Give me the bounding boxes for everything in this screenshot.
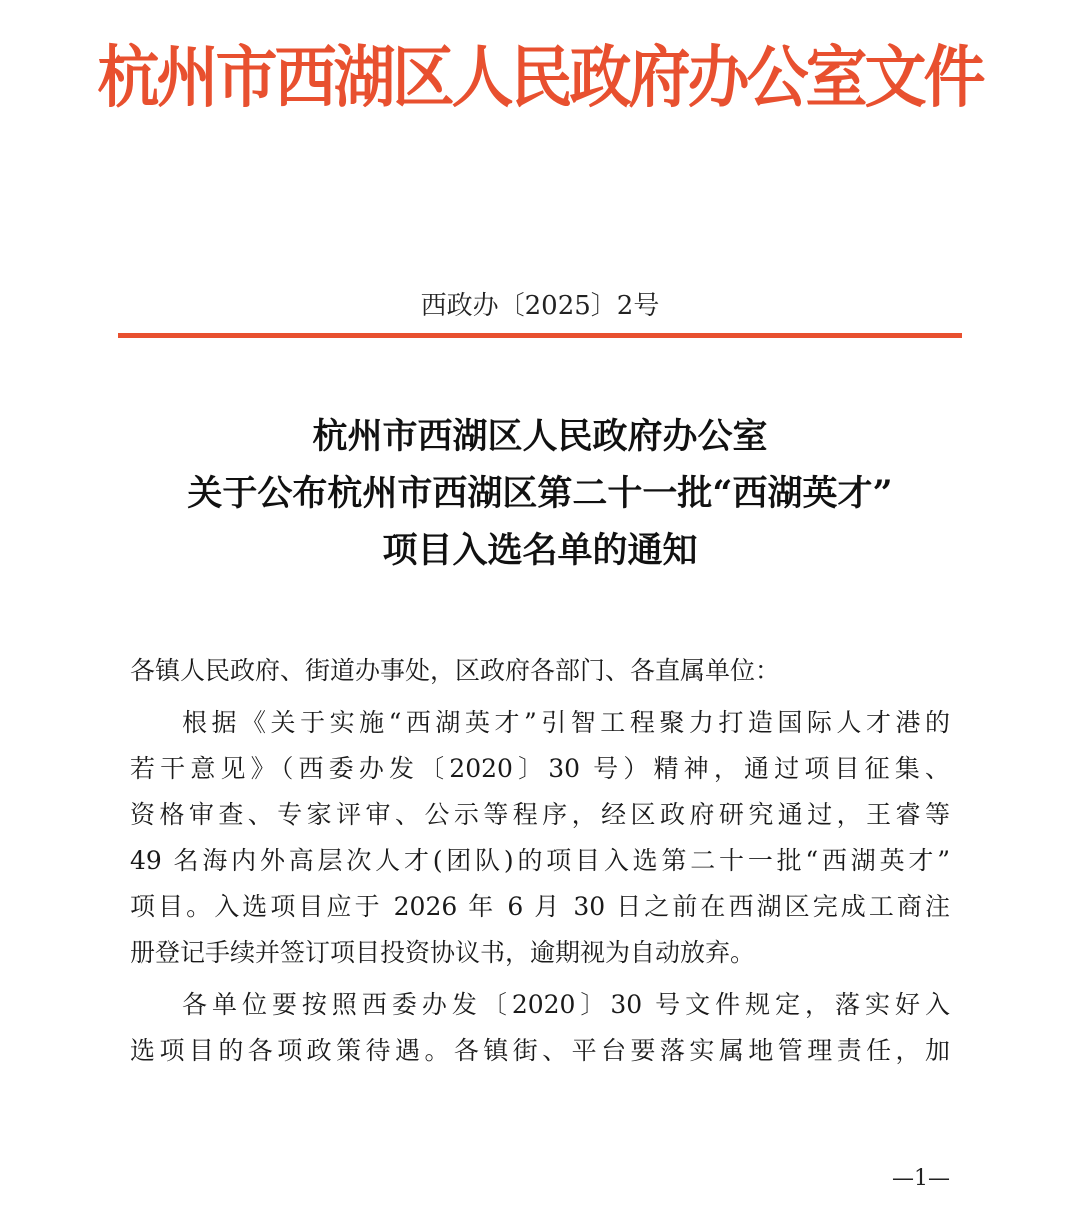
title-line-2: 关于公布杭州市西湖区第二十一批“西湖英才” [187, 473, 893, 514]
paragraph-1 [130, 700, 950, 976]
document-number: 西政办〔2025〕2号 [420, 291, 660, 321]
issuer-masthead: 杭州市西湖区人民政府办公室文件 [97, 38, 983, 117]
page-number: —1— [892, 1166, 950, 1191]
paragraph-line: 项目。入选项目应于 2026 年 6 月 30 日之前在西湖区完成工商注 [130, 892, 950, 921]
document-title [0, 408, 1080, 579]
paragraph-line: 根据《关于实施“西湖英才”引智工程聚力打造国际人才港的 [182, 708, 950, 737]
paragraph-line: 册登记手续并签订项目投资协议书，逾期视为自动放弃。 [130, 938, 756, 967]
paragraph-line: 选项目的各项政策待遇。各镇街、平台要落实属地管理责任，加 [130, 1036, 950, 1065]
red-divider-line [118, 333, 962, 338]
paragraph-line: 各单位要按照西委办发〔2020〕30 号文件规定，落实好入 [182, 990, 950, 1019]
paragraph-line: 49 名海内外高层次人才(团队)的项目入选第二十一批“西湖英才” [130, 846, 950, 875]
title-line-1: 杭州市西湖区人民政府办公室 [312, 416, 768, 457]
salutation: 各镇人民政府、街道办事处，区政府各部门、各直属单位： [130, 656, 781, 685]
title-line-3: 项目入选名单的通知 [382, 530, 698, 571]
paragraph-2 [130, 982, 950, 1074]
paragraph-line: 资格审查、专家评审、公示等程序，经区政府研究通过，王睿等 [130, 800, 950, 829]
document-body [130, 648, 950, 1074]
paragraph-line: 若干意见》（西委办发〔2020〕30 号）精神，通过项目征集、 [130, 754, 950, 783]
